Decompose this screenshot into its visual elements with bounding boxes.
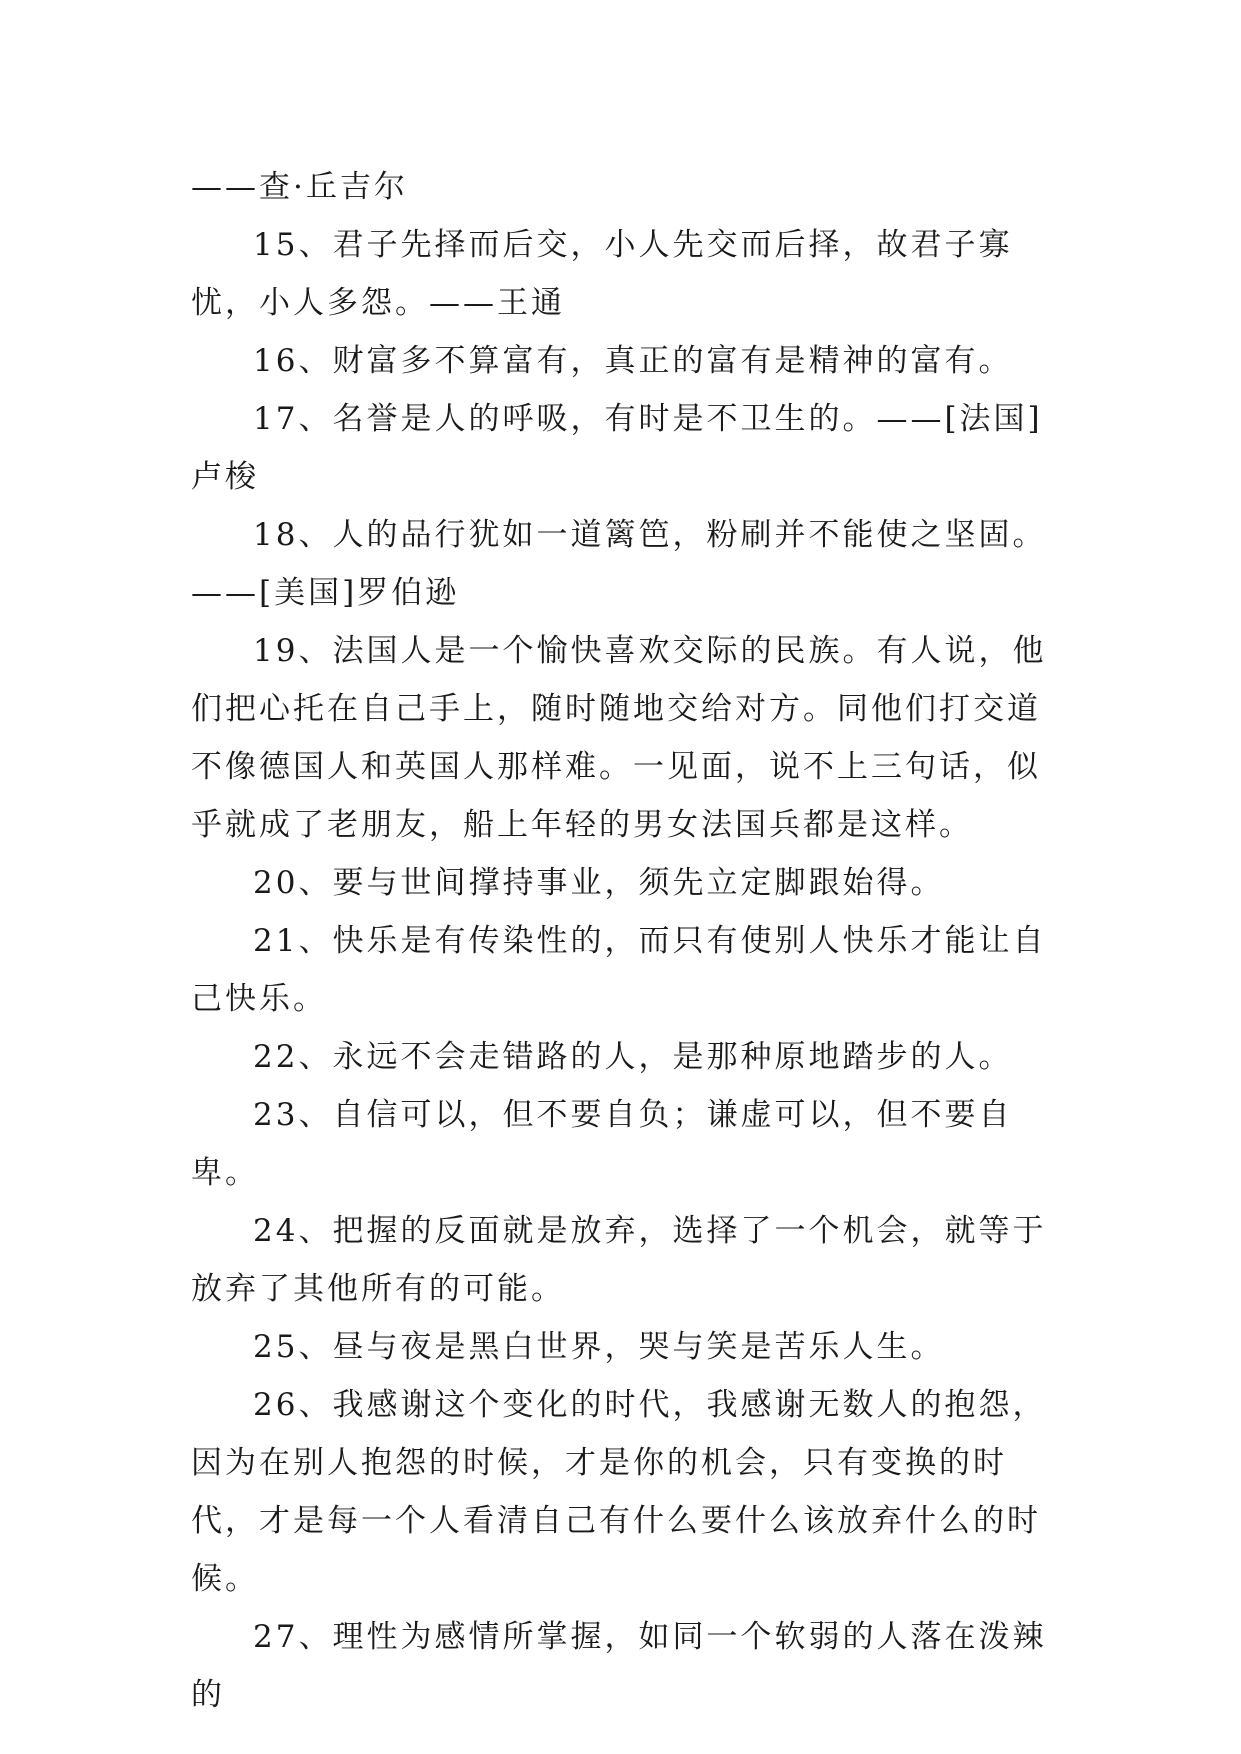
quote-paragraph-15: 15、君子先择而后交，小人先交而后择，故君子寡忧，小人多怨。——王通 bbox=[191, 227, 1013, 321]
quote-paragraph-27: 27、理性为感情所掌握，如同一个软弱的人落在泼辣的 bbox=[191, 1619, 1047, 1713]
quote-paragraph-25: 25、昼与夜是黑白世界，哭与笑是苦乐人生。 bbox=[253, 1329, 945, 1365]
quote-paragraph-19: 19、法国人是一个愉快喜欢交际的民族。有人说，他们把心托在自己手上，随时随地交给对方。同他们打交道不像德国人和英国人那样难。一见面，说不上三句话，似乎就成了老朋友，船上年轻的男女法国兵都是这样。 bbox=[191, 633, 1047, 843]
quote-paragraph-17: 17、名誉是人的呼吸，有时是不卫生的。——[法国]卢梭 bbox=[191, 401, 1043, 495]
document-page bbox=[191, 158, 1051, 1724]
quote-paragraph-21: 21、快乐是有传染性的，而只有使别人快乐才能让自己快乐。 bbox=[191, 923, 1047, 1017]
quote-paragraph-26: 26、我感谢这个变化的时代，我感谢无数人的抱怨，因为在别人抱怨的时候，才是你的机会，只有变换的时代，才是每一个人看清自己有什么要什么该放弃什么的时候。 bbox=[191, 1387, 1047, 1597]
quote-paragraph-20: 20、要与世间撑持事业，须先立定脚跟始得。 bbox=[253, 865, 945, 901]
quote-paragraph-24: 24、把握的反面就是放弃，选择了一个机会，就等于放弃了其他所有的可能。 bbox=[191, 1213, 1047, 1307]
quote-paragraph-23: 23、自信可以，但不要自负；谦虚可以，但不要自卑。 bbox=[191, 1097, 1013, 1191]
attribution-line: ——查·丘吉尔 bbox=[191, 169, 408, 205]
quote-paragraph-16: 16、财富多不算富有，真正的富有是精神的富有。 bbox=[253, 343, 1013, 379]
quote-paragraph-18: 18、人的品行犹如一道篱笆，粉刷并不能使之坚固。 bbox=[253, 517, 1047, 553]
attribution-line: ——[美国]罗伯逊 bbox=[191, 575, 460, 611]
quote-paragraph-22: 22、永远不会走错路的人，是那种原地踏步的人。 bbox=[253, 1039, 1013, 1075]
